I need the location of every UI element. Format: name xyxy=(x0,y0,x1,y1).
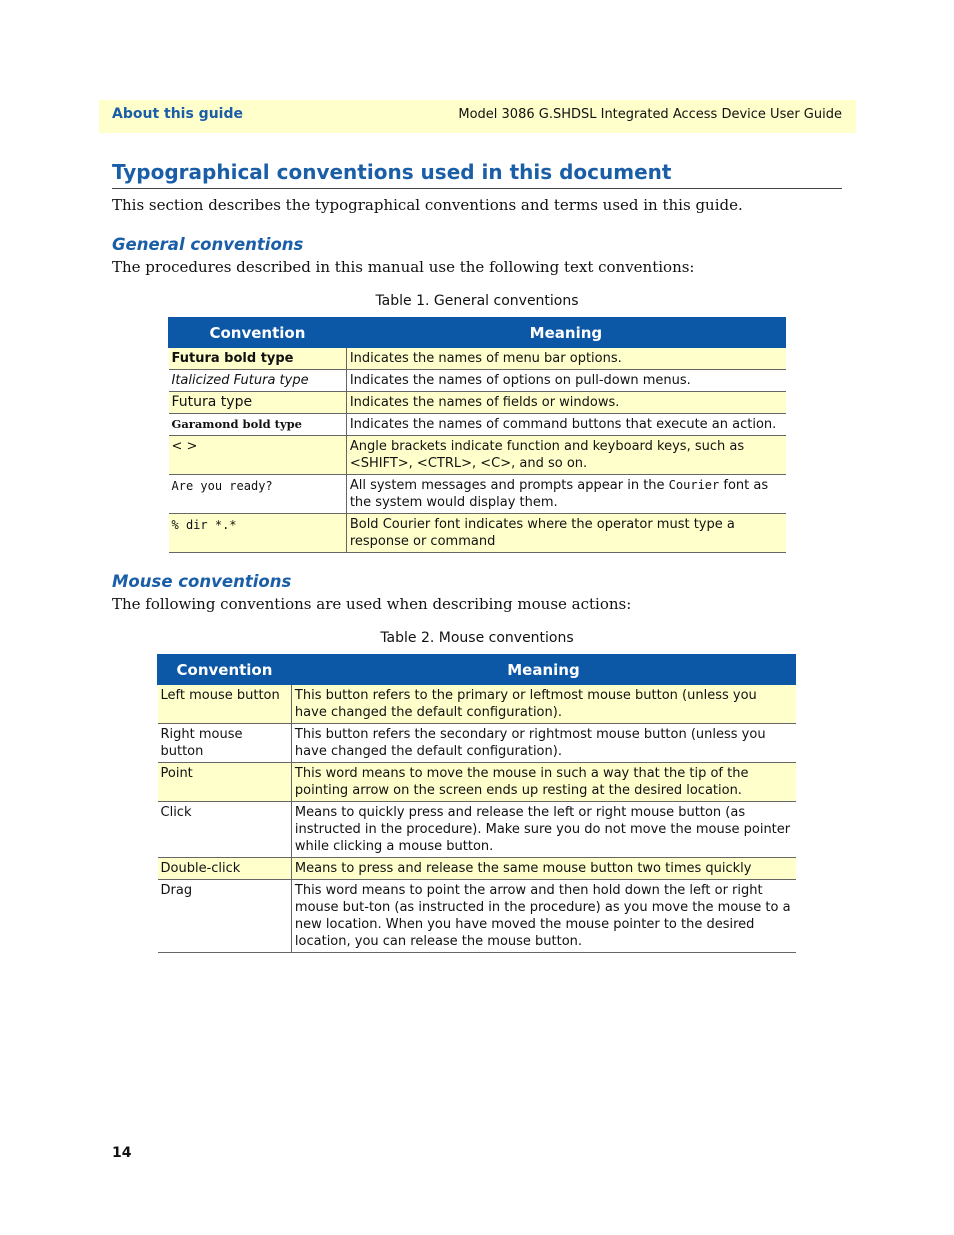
meaning-cell: Indicates the names of menu bar options. xyxy=(346,348,785,370)
convention-cell: Drag xyxy=(158,880,292,953)
meaning-cell: Bold Courier font indicates where the operator must type a response or command xyxy=(346,514,785,553)
table-row xyxy=(169,436,786,475)
meaning-cell: Indicates the names of options on pull-down menus. xyxy=(346,370,785,392)
convention-cell: Futura type xyxy=(169,392,347,414)
table-row xyxy=(169,348,786,370)
mouse-conventions-heading: Mouse conventions xyxy=(112,572,292,591)
convention-cell: Italicized Futura type xyxy=(169,370,347,392)
column-header-meaning: Meaning xyxy=(291,655,795,685)
convention-cell: Double-click xyxy=(158,858,292,880)
meaning-cell: This word means to point the arrow and then hold down the left or right mouse but-ton (as instructed in the procedure) as you move the mouse to a new location. When you have moved the mouse pointer to the desired location, you can release the mouse button. xyxy=(291,880,795,953)
meaning-cell: This word means to move the mouse in such a way that the tip of the pointing arrow on the screen ends up resting at the desired location. xyxy=(291,763,795,802)
section-intro: This section describes the typographical conventions and terms used in this guide. xyxy=(112,196,743,214)
meaning-cell: Angle brackets indicate function and keyboard keys, such as <SHIFT>, <CTRL>, <C>, and so on. xyxy=(346,436,785,475)
meaning-cell xyxy=(346,475,785,514)
header-section-link[interactable]: About this guide xyxy=(112,106,243,122)
column-header-convention: Convention xyxy=(158,655,292,685)
table-row xyxy=(158,880,796,953)
page-number: 14 xyxy=(112,1145,132,1161)
running-header xyxy=(99,100,856,133)
header-doc-title: Model 3086 G.SHDSL Integrated Access Device User Guide xyxy=(458,107,842,122)
table-row xyxy=(169,514,786,553)
table-row xyxy=(158,685,796,724)
convention-cell: Garamond bold type xyxy=(169,414,347,436)
table-2-caption: Table 2. Mouse conventions xyxy=(380,630,574,646)
meaning-cell: Means to press and release the same mouse button two times quickly xyxy=(291,858,795,880)
general-conventions-intro: The procedures described in this manual use the following text conventions: xyxy=(112,258,695,276)
table-row xyxy=(158,763,796,802)
meaning-cell: This button refers to the primary or leftmost mouse button (unless you have changed the default configuration). xyxy=(291,685,795,724)
table-row xyxy=(158,858,796,880)
convention-cell: Right mouse button xyxy=(158,724,292,763)
convention-cell: < > xyxy=(169,436,347,475)
column-header-meaning: Meaning xyxy=(346,318,785,348)
table-row xyxy=(169,414,786,436)
convention-cell: Futura bold type xyxy=(169,348,347,370)
table-header-row xyxy=(158,655,796,685)
meaning-text: All system messages and prompts appear in the xyxy=(349,478,669,493)
convention-cell: Left mouse button xyxy=(158,685,292,724)
table-row xyxy=(169,392,786,414)
meaning-cell: Means to quickly press and release the left or right mouse button (as instructed in the procedure). Make sure you do not move the mouse pointer while clicking a mouse button. xyxy=(291,802,795,858)
meaning-cell: Indicates the names of fields or windows. xyxy=(346,392,785,414)
table-row xyxy=(158,802,796,858)
table-1-caption: Table 1. General conventions xyxy=(375,293,579,309)
table-row xyxy=(169,370,786,392)
courier-sample: Courier xyxy=(668,478,720,492)
general-conventions-table xyxy=(168,317,786,553)
convention-cell: Click xyxy=(158,802,292,858)
section-title: Typographical conventions used in this document xyxy=(112,160,842,189)
table-header-row xyxy=(169,318,786,348)
meaning-cell: Indicates the names of command buttons that execute an action. xyxy=(346,414,785,436)
column-header-convention: Convention xyxy=(169,318,347,348)
convention-cell: Point xyxy=(158,763,292,802)
mouse-conventions-intro: The following conventions are used when describing mouse actions: xyxy=(112,595,632,613)
table-row xyxy=(169,475,786,514)
convention-cell: Are you ready? xyxy=(169,475,347,514)
meaning-text: font as the system would display them. xyxy=(349,478,769,510)
general-conventions-heading: General conventions xyxy=(112,235,304,254)
mouse-conventions-table xyxy=(157,654,796,953)
table-row xyxy=(158,724,796,763)
convention-cell: % dir *.* xyxy=(169,514,347,553)
meaning-cell: This button refers the secondary or rightmost mouse button (unless you have changed the default configuration). xyxy=(291,724,795,763)
